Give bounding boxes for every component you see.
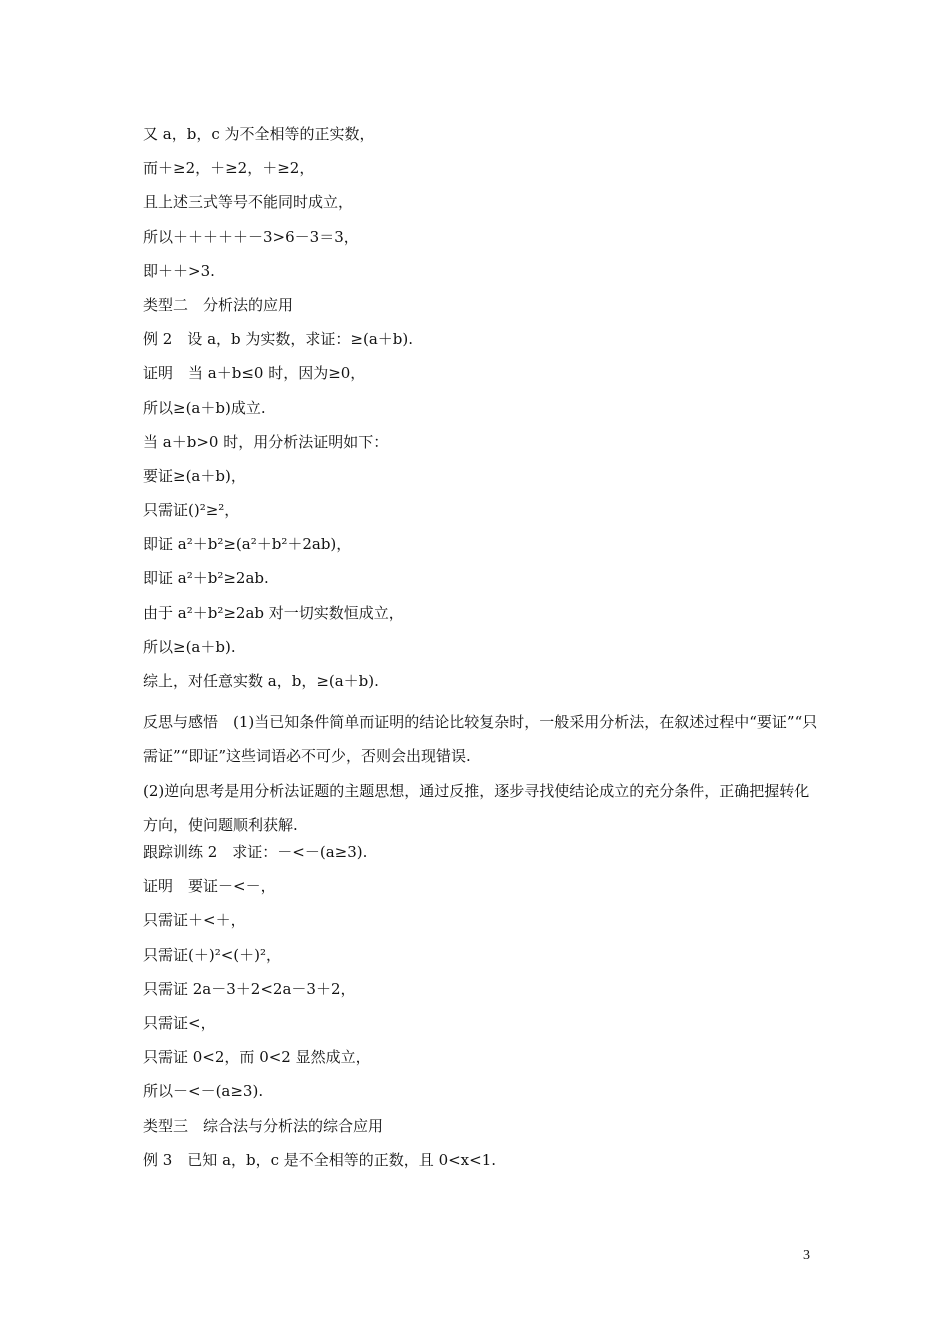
text-line: 所以－<－(a≥3). [143,1082,264,1101]
text-line: 而＋≥2，＋≥2，＋≥2， [143,159,315,178]
text-line: 只需证()²≥²， [143,501,240,520]
text-line: 即证 a²＋b²≥(a²＋b²＋2ab)， [143,535,352,554]
text-line: 只需证 0<2，而 0<2 显然成立， [143,1048,371,1067]
example-heading: 例 2 设 a，b 为实数，求证：≥(a＋b). [143,330,413,349]
text-line: 即＋＋>3. [143,261,215,280]
text-line: 且上述三式等号不能同时成立， [143,193,354,212]
text-line: 所以≥(a＋b). [143,637,236,656]
text-line: 即证 a²＋b²≥2ab. [143,569,269,588]
page-number: 3 [803,1248,810,1263]
text-line: 只需证<， [143,1013,216,1032]
text-line: 只需证 2a－3＋2<2a－3＋2， [143,979,356,998]
text-line: 证明 要证－<－， [143,877,276,896]
text-line: 只需证＋<＋， [143,911,246,930]
text-line: 由于 a²＋b²≥2ab 对一切实数恒成立， [143,603,404,622]
example-heading: 例 3 已知 a，b，c 是不全相等的正数，且 0<x<1. [143,1150,497,1169]
text-line: 要证≥(a＋b)， [143,466,246,485]
text-line: 所以≥(a＋b)成立. [143,398,266,417]
text-line: 证明 当 a＋b≤0 时，因为≥0， [143,364,366,383]
text-line: 只需证(＋)²<(＋)²， [143,945,282,964]
reflection-paragraph: (2)逆向思考是用分析法证题的主题思想，通过反推，逐步寻找使结论成立的充分条件，正确把握转化方向，使问题顺利获解. [143,781,810,834]
reflection-paragraph: 反思与感悟 (1)当已知条件简单而证明的结论比较复杂时，一般采用分析法，在叙述过程中“要证”“只需证”“即证”这些词语必不可少，否则会出现错误. [143,713,818,766]
page-content [143,124,823,1184]
text-line: 所以＋＋＋＋＋－3>6－3＝3， [143,227,359,246]
text-line: 综上，对任意实数 a，b，≥(a＋b). [143,672,379,690]
text-line: 又 a，b，c 为不全相等的正实数， [143,125,375,143]
exercise-heading: 跟踪训练 2 求证：－<－(a≥3). [143,843,368,861]
text-line: 当 a＋b>0 时，用分析法证明如下： [143,432,389,451]
section-heading: 类型二 分析法的应用 [143,295,294,314]
section-heading: 类型三 综合法与分析法的综合应用 [143,1116,384,1135]
